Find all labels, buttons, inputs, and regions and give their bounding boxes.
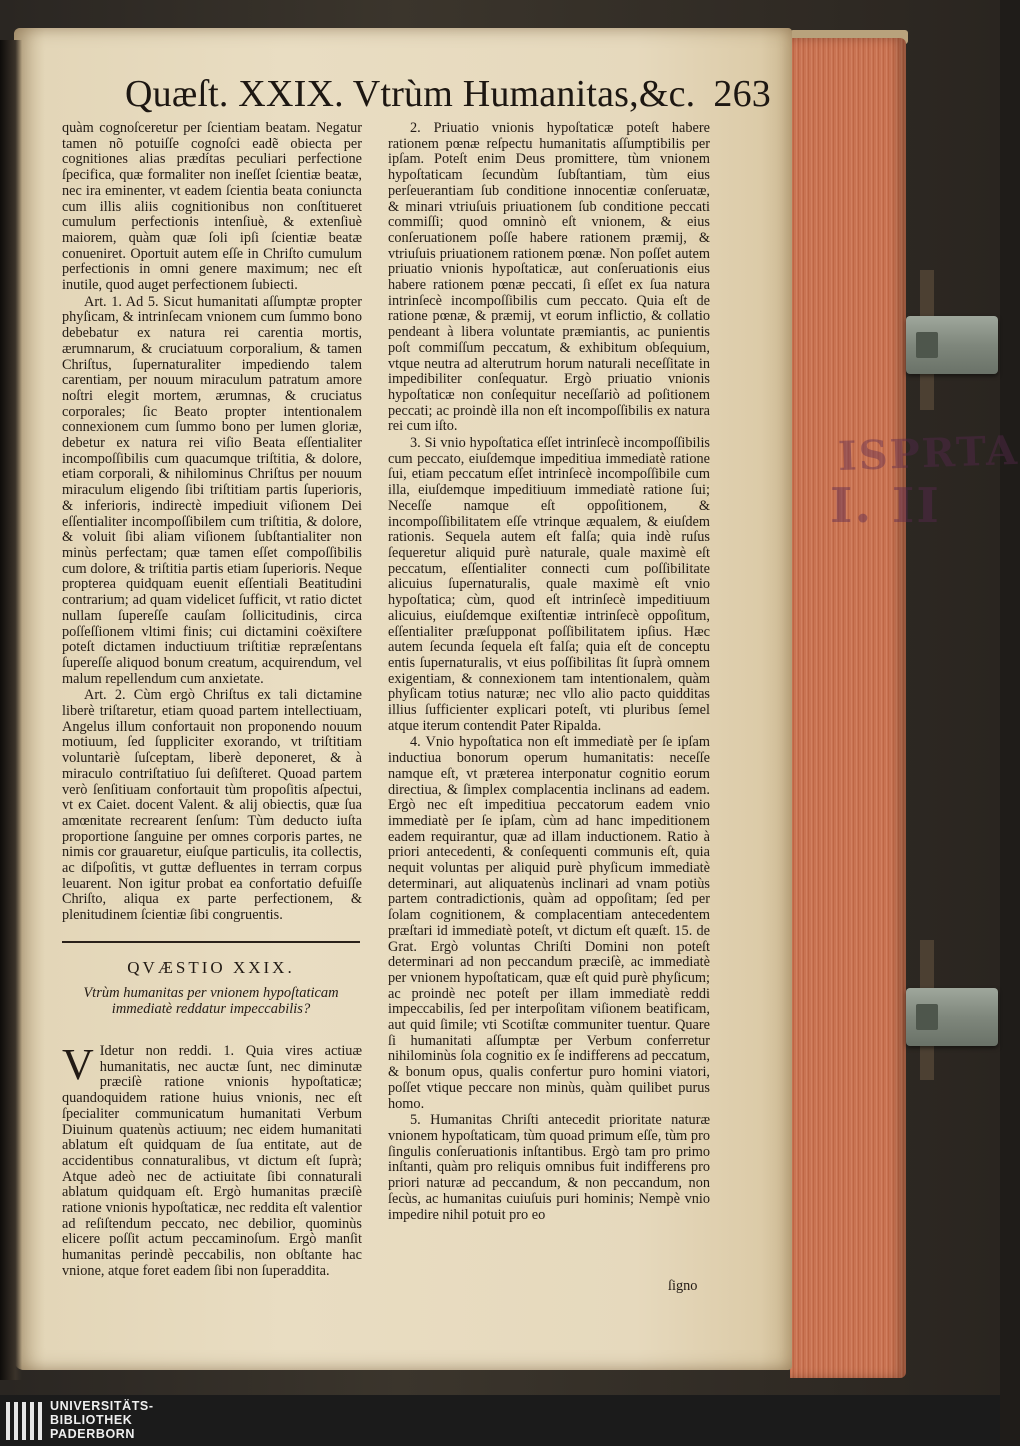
clasp-lower (906, 988, 998, 1046)
book-fore-edge (790, 38, 906, 1378)
opening-paragraph (62, 1040, 362, 1280)
library-name-line1: UNIVERSITÄTS- (50, 1399, 154, 1413)
question-title: QVÆSTIO XXIX. (127, 958, 295, 977)
left-paragraph-2: Art. 1. Ad 5. Sicut humanitati aſſumptæ propter phyſicam, & intrinſecam vnionem cum ſummo bono debebatur ex natura rei carentia mortis, ærumnarum, & cruciatuum corporalium, & tamen Chriſtus, ſupernaturaliter impediendo talem carentiam, per nouum miraculum patratum amore noſtri elegit mortem, ærumnas, & cruciatus corporales; ſic Beato propter intentionalem connexionem cum ſummo bono per lumen gloriæ, debetur ex natura rei viſio Beata eſſentialiter incompoſſibilis cum quacumque triſtitia, & dolore, etiam corporali, & nihilominus Chriſtus per nouum miraculum eligendo ſibi triſtitiam partis ſuperioris, & inferioris, indirectè impediuit viſionem Dei eſſentialiter incompoſſibilem cum triſtitia, & dolore, & voluit ſibi aliam viſionem ſubſtantialiter non minùs perfectam; quæ tamen eſſet compoſſibilis cum dolore, & triſtitia partis etiam ſuperioris. Neque propterea quidquam euenit eſſentiali Beatitudini contrarium; ad quam videlicet ſufficit, vt ratio dictet nullam ſupereſſe cauſam ſollicitudinis, circa poſſeſſionem vltimi finis; cui dictamini coëxiſtere poteſt dictamen inductiuum triſtitiæ repræſentans ſupereſſe aliquod bonum creatum, acquirendum, vel malum repellendum cum anxietate. (62, 293, 362, 687)
right-paragraph-2: 3. Si vnio hypoſtatica eſſet intrinſecè incompoſſibilis cum peccato, eiuſdemque impeditiua immediatè ratione ſui, etiam peccatum eſſet intrinſecè incompoſſibile cum illa, eiuſdemque impeditiuum immediatè ratione ſui; Neceſſe namque eſt oppoſitionem, & incompoſſibilitatem eſſe vtrinque æqualem, & eiuſdem rationis. Sequela autem eſt falſa; quia indè ruſus ſequeretur aliquid purè naturale, quale maximè eſt peccatum, eſſentialiter connecti cum poſſibilitate alicuius ſupernaturalis, quale maximè eſt vnio hypoſtatica; cùm, quod eſt intrinſecè impeditiuum alicuius, eiuſdemque exiſtentiæ intrinſecè oppoſitum, eſſentialiter præſupponat poſſibilitatem ipſius. Hæc autem ſecunda ſequela eſt falſa; quia eſt de conceptu entis ſupernaturalis, vt eius poſſibilitas ſit ſuprà omnem exigentiam, & connexionem tam intentionalem, quàm phyſicam totius naturæ; nec vllo alio pacto quidditas illius ſufficienter explicari poteſt, vti pluribus ſemel atque iterum contendit Pater Ripalda. (388, 435, 710, 734)
drop-cap: V (62, 1040, 94, 1089)
right-paragraph-4: 5. Humanitas Chriſti antecedit prioritate naturæ vnionem hypoſtaticam, tùm quoad primum eſſe, tùm pro ſingulis conſeruationis inſtantibus. Ergò tam pro primo inſtanti, quàm pro reliquis omnibus fuit indifferens pro priori naturæ ad peccandum, & non peccandum, non ſecùs, ac humanitas cuiuſuis puri hominis; Nempè vnio impedire nihil potuit pro eo (388, 1112, 710, 1223)
running-head (125, 72, 771, 122)
library-stamp-line1: ISPRTA (837, 426, 1020, 481)
running-head-title: Quæſt. XXIX. Vtrùm Humanitas,&c. (125, 73, 696, 115)
library-name-line3: PADERBORN (50, 1427, 136, 1441)
clasp-upper (906, 316, 998, 374)
library-name-line2: BIBLIOTHEK (50, 1413, 133, 1427)
left-paragraph-3: Art. 2. Cùm ergò Chriſtus ex tali dictamine liberè triſtaretur, etiam quoad partem intellectiuam, Angelus illum confortauit non proponendo nouum motiuum, ſed ſuppliciter exorando, vt triſtitiam voluntariè ſuſceptam, liberè deponeret, & à miraculo contriſtatiuo ſui deſiſteret. Quoad partem verò ſenſitiuam confortauit tùm propoſitis aſpectui, vt ex Caiet. docent Valent. & alij obiectis, quæ ſua amœnitate recrearent ſenſum: Tùm deducto iuſta proportione ſanguine per omnes corporis partes, ne nimis cor grauaretur, eiuſque particulis, ita collectis, ac diſpoſitis, vt guttæ defluentes in terram corpus leuarent. Non igitur probat ea confortatio defuiſſe Chriſto, aliqua ex parte perfectionem, & plenitudinem ſcientiæ ſibi congruentis. (62, 687, 362, 924)
section-rule (62, 941, 360, 943)
library-logo-text (50, 1399, 154, 1441)
library-stamp-line2: I. II (830, 478, 941, 534)
gutter-shadow (0, 40, 22, 1380)
question-opening (62, 1040, 362, 1280)
right-column (388, 121, 710, 1223)
catchword: ſigno (668, 1278, 698, 1294)
page-number: 263 (713, 73, 771, 115)
left-column (62, 121, 362, 924)
question-subtitle: Vtrùm humanitas per vnionem hypoſtaticam immediatè reddatur impeccabilis? (83, 985, 339, 1017)
right-paragraph-3: 4. Vnio hypoſtatica non eſt immediatè per ſe ipſam inductiua bonorum operum humanitatis: neceſſe namque eſt, vt præterea interponatur cognitio eorum directiua, & ſimplex complacentia inclinans ad eadem. Ergò nec eſt impeditiua peccatorum eadem vnio immediatè per ſe ipſam, cùm ad hanc impeditionem eadem requirantur, quæ ad illam inductionem. Ratio à priori antecedenti, & conſequenti communis eſt, quia nequit voluntas per aliquid purè phyſicum immediatè determinari, aut aliquatenùs inclinari ad vnam potiùs partem contradictionis, quàm ad oppoſitam; ſed per ſolam cognitionem, & complacentiam antecedentem præſtari id immediatè poteſt, vt dictum eſt quæſt. 15. de Grat. Ergò voluntas Chriſti Domini non poteſt determinari ad non peccandum præciſè, ac immediatè per vnionem hypoſtaticam, quæ eſt quid purè phyſicum; ac proindè nec poteſt per illam immediatè reddi impeccabilis, ſed per interpoſitam viſionem beatificam, aut quid ſimile; vti Scotiſtæ communiter tuentur. Quare ſi humanitati aſſumptæ per Verbum conferretur nihilominùs ſola cognitio ex ſe indifferens ad peccatum, & bonum opus, qualis confertur puro homini viatori, poſſet vtique peccare non minùs, quàm quilibet purus homo. (388, 734, 710, 1112)
library-logo-icon (6, 1402, 42, 1440)
left-paragraph-1: quàm cognoſceretur per ſcientiam beatam. Negatur tamen nõ potuiſſe cognoſci eadẽ obiecta per cognitiones alias prædítas peculiari perfectione ſpecifica, quæ formaliter non ineſſet ſcientiæ beatæ, nec ira eminenter, vt eadem ſcientia beata coniuncta cum illis aliis cognitionibus non conſtitueret cumulum perfectionis intenſiuè, & extenſiuè maiorem, quàm quæ ſoli ipſi ſcientiæ beatæ conueniret. Oportuit autem eſſe in Chriſto cumulum perfectionis in omni genere maximum; nec eſt inutile, quod auget perfectionem ſubiecti. (62, 120, 362, 294)
right-paragraph-1: 2. Priuatio vnionis hypoſtaticæ poteſt habere rationem pœnæ reſpectu humanitatis aſſumptibilis per ipſam. Poteſt enim Deus promittere, tùm vnionem hypoſtaticam ſecundùm ſubſtantiam, tùm eius perſeuerantiam ſub conditione innocentiæ conſeruatæ, & minari vtriuſuis priuationem ſub conditione peccati commiſſi; quod omninò eſt vnionem, & eius conſeruationem poſſe habere rationem præmij, & vtriuſuis priuationem rationem pœnæ. Non poſſet autem priuatio vnionis hypoſtaticæ, aut conſeruationis eius habere rationem pœnæ peccati, ſi eſſet ex ſua natura intrinſecè incompoſſibilis cum peccato. Quia eſt de ratione pœnæ, & præmij, vt eorum inflictio, & collatio pendeant à libera voluntate præmiantis, ac punientis poſt commiſſum peccatum, & exhibitum obſequium, vtque neutra ad alterutrum horum naturali neceſſitate in impedibiliter conſequatur. Ergò priuatio vnionis hypoſtaticæ non conſequitur neceſſariò ad poſitionem peccati; ac proindè illa non eſt incompoſſibilis ex natura rei cum iſto. (388, 120, 710, 435)
opening-text: Idetur non reddi. 1. Quia vires actiuæ humanitatis, nec auctæ ſunt, nec diminutæ præciſè ratione vnionis hypoſtaticæ; quandoquidem ratione huius vnionis, nec eſt ſpecialiter communicatum humanitati Verbum Diuinum quatenùs actiuum; nec eidem humanitati ablatum eſt quidquam de ſua entitate, aut de accidentibus connaturalibus, vt dictum eſt ſuprà; Atque adeò nec de actiuitate ſibi connaturali ablatum quidquam eſt. Ergò humanitas præciſè ratione vnionis hypoſtaticæ, nec reddita eſt valentior ad reſiſtendum peccato, nec debilior, quominùs elicere poſſit actum peccaminoſum. Ergò manſit humanitas perindè peccabilis, non obſtante hac vnione, atque foret eadem ſibi non ſuperaddita. (62, 1043, 362, 1279)
